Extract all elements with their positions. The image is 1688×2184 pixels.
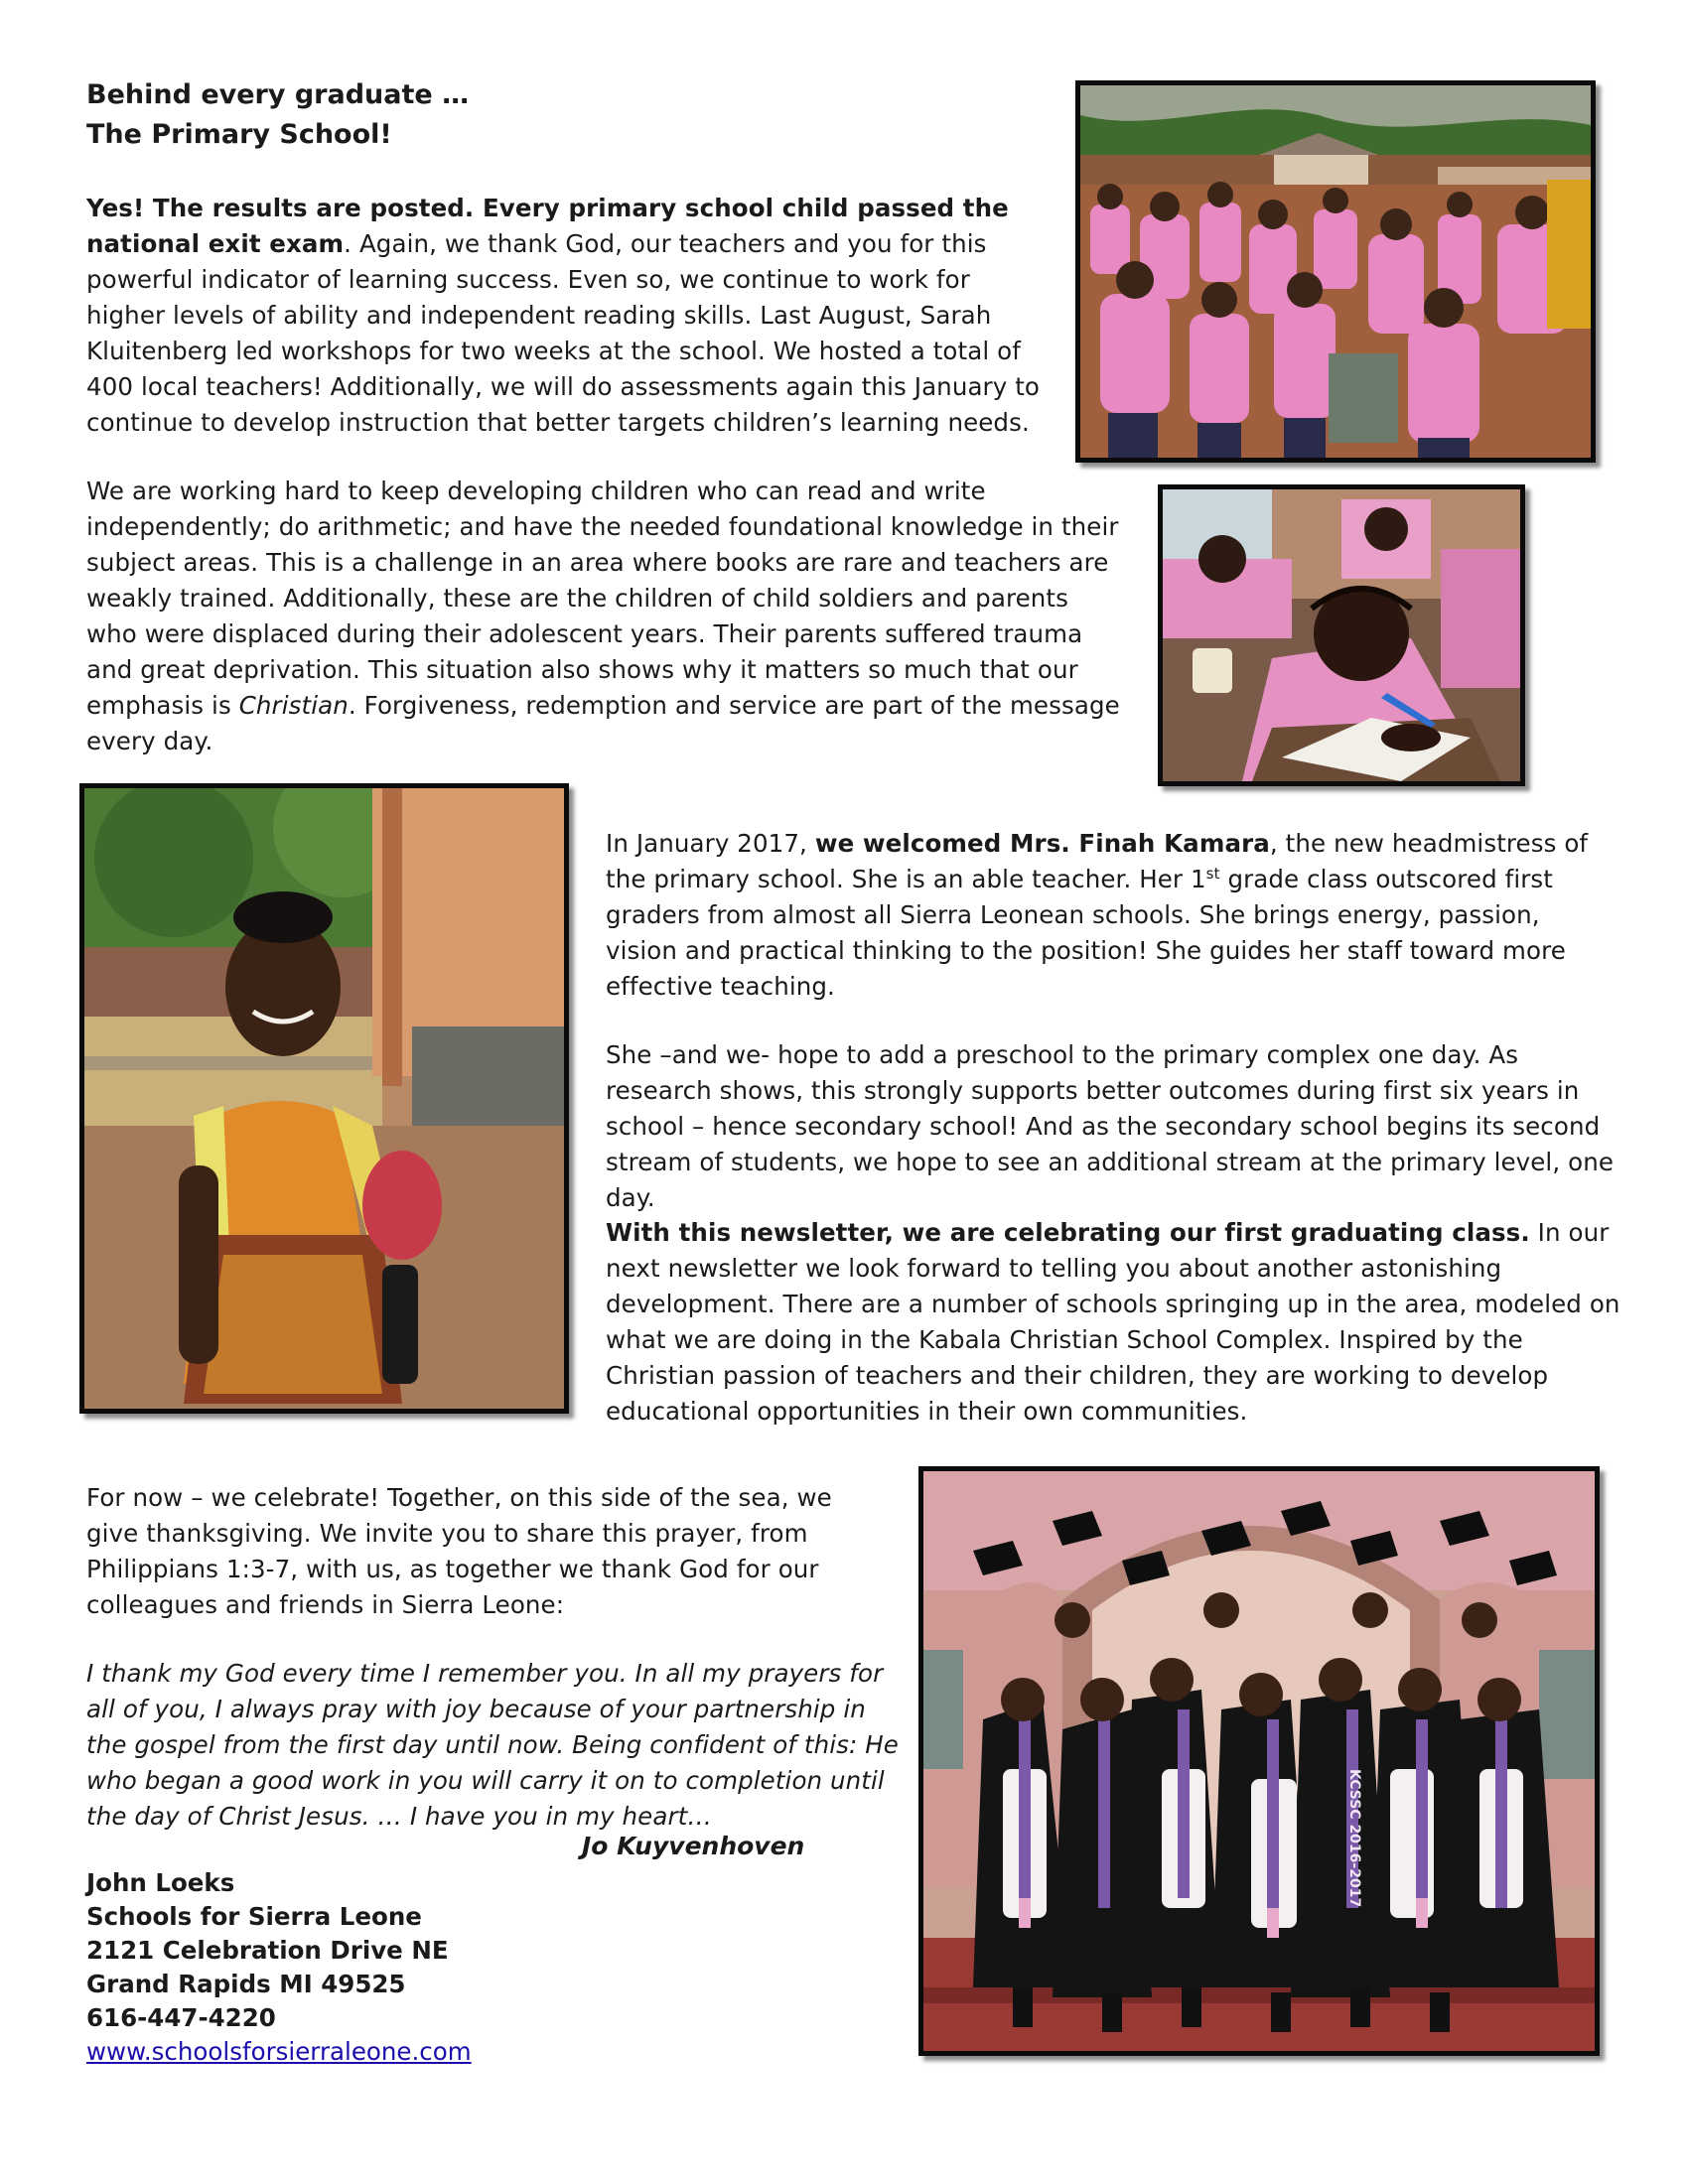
intro-bold-lead: Yes! The results are posted. Every primary school child passed the national exit exam bbox=[86, 194, 1009, 258]
headmistress-paragraph bbox=[606, 826, 1611, 1005]
contact-name: John Loeks bbox=[86, 1868, 235, 1897]
website-link[interactable]: www.schoolsforsierraleone.com bbox=[86, 2037, 472, 2066]
students-in-schoolyard-photo bbox=[1075, 80, 1596, 463]
celebrate-text: For now – we celebrate! Together, on this side of the sea, we give thanksgiving. We invite you to share this prayer, from Philippians 1:3-7, with us, as together we thank God for our colleagues and friends in Sierra Leone: bbox=[86, 1483, 832, 1619]
headmistress-t2: , the new headmistress of the primary school. She is an able teacher. Her 1 bbox=[606, 829, 1589, 893]
contact-org: Schools for Sierra Leone bbox=[86, 1902, 422, 1931]
headmistress-t3: grade class outscored first graders from almost all Sierra Leonean schools. She brings energy, passion, vision and practical thinking to the position! She guides her staff toward more effective teaching. bbox=[606, 865, 1566, 1001]
contact-street: 2121 Celebration Drive NE bbox=[86, 1936, 449, 1965]
working-paragraph bbox=[86, 474, 1121, 759]
preschool-paragraph bbox=[606, 1037, 1620, 1216]
heading-line-1: Behind every graduate … bbox=[86, 79, 470, 110]
celebrate-paragraph bbox=[86, 1480, 889, 1623]
working-text-before: We are working hard to keep developing children who can read and write independently; do arithmetic; and have the needed foundational knowledge in their subject areas. This is a challenge in an area where books are rare and teachers are weakly trained. Additionally, these are the children of child soldiers and parents who were displaced during their adolescent years. Their parents suffered trauma and great deprivation. This situation also shows why it matters so much that our emphasis is bbox=[86, 477, 1119, 720]
preschool-text: She –and we- hope to add a preschool to the primary complex one day. As research shows, this strongly supports better outcomes during first six years in school – hence secondary school! And as the secondary school begins its second stream of students, we hope to see an additional stream at the primary level, one day. bbox=[606, 1040, 1614, 1212]
contact-block bbox=[86, 1866, 583, 2069]
intro-text: . Again, we thank God, our teachers and you for this powerful indicator of learning success. Even so, we continue to work for higher levels of ability and independent reading skills. Last August, Sarah Kluitenberg led workshops for two weeks at the school. We hosted a total of 400 local teachers! Additionally, we will do assessments again this January to continue to develop instruction that better targets children’s learning needs. bbox=[86, 229, 1041, 437]
contact-city: Grand Rapids MI 49525 bbox=[86, 1970, 406, 1998]
headmistress-sup: st bbox=[1205, 864, 1220, 883]
signature: Jo Kuyvenhoven bbox=[582, 1832, 805, 1860]
newsletter-paragraph bbox=[606, 1215, 1623, 1430]
headmistress-bold: we welcomed Mrs. Finah Kamara bbox=[814, 829, 1270, 858]
headmistress-t1: In January 2017, bbox=[606, 829, 815, 858]
headmistress-portrait-photo bbox=[79, 783, 569, 1414]
contact-phone: 616-447-4220 bbox=[86, 2003, 276, 2032]
working-text-after: . Forgiveness, redemption and service are part of the message every day. bbox=[86, 691, 1120, 755]
newsletter-bold: With this newsletter, we are celebrating our first graduating class. bbox=[606, 1218, 1530, 1247]
page-heading bbox=[86, 75, 980, 155]
graduating-class-photo bbox=[918, 1466, 1600, 2056]
student-writing-photo bbox=[1158, 484, 1525, 786]
intro-paragraph bbox=[86, 191, 1040, 441]
heading-line-2: The Primary School! bbox=[86, 119, 392, 150]
newsletter-text: In our next newsletter we look forward to telling you about another astonishing development. There are a number of schools springing up in the area, modeled on what we are doing in the Kabala Christian School Complex. Inspired by the Christian passion of teachers and their children, they are working to develop educational opportunities in their own communities. bbox=[606, 1218, 1620, 1426]
prayer-text: I thank my God every time I remember you. In all my prayers for all of you, I always pray with joy because of your partnership in the gospel from the first day until now. Being confident of this: He who began a good work in you will carry it on to completion until the day of Christ Jesus. … I have you in my heart… bbox=[86, 1659, 899, 1831]
working-italic: Christian bbox=[238, 691, 349, 720]
graduate-sash-text: KCSSC 2016-2017 bbox=[1346, 1769, 1362, 1908]
prayer-quote bbox=[86, 1656, 901, 1835]
